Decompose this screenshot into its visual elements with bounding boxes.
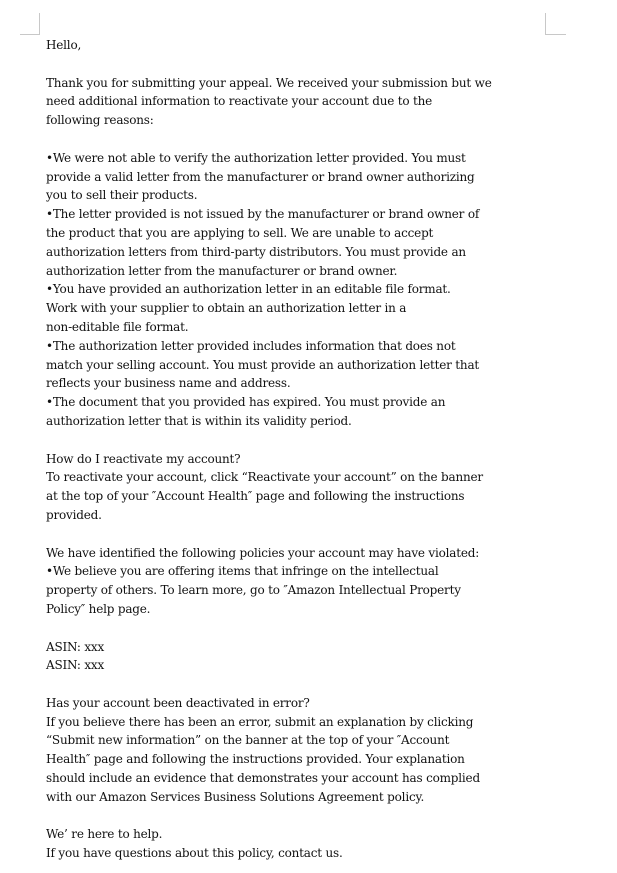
reason-line: •We were not able to verify the authorization letter provided. You must <box>46 150 466 165</box>
reason-line: authorization letter that is within its validity period. <box>46 413 352 428</box>
blank-line <box>46 807 556 826</box>
asin-line: ASIN: xxx <box>46 639 105 654</box>
reason-line: provide a valid letter from the manufacturer or brand owner authorizing <box>46 169 475 184</box>
reason-line: non-editable file format. <box>46 319 189 334</box>
margin-corner-mark-top-right <box>545 13 566 35</box>
policies-line: property of others. To learn more, go to ″Amazon Intellectual Property <box>46 583 461 598</box>
reason-line: authorization letters from third-party distributors. You must provide an <box>46 244 466 259</box>
blank-line <box>46 55 556 74</box>
asin-line: ASIN: xxx <box>46 658 105 673</box>
policies-line: Policy″ help page. <box>46 601 151 616</box>
reason-line: the product that you are applying to sell. We are unable to accept <box>46 225 434 240</box>
reason-line: match your selling account. You must provide an authorization letter that <box>46 357 480 372</box>
blank-line <box>46 525 556 544</box>
reason-line: •The letter provided is not issued by the manufacturer or brand owner of <box>46 207 480 222</box>
reason-line: reflects your business name and address. <box>46 376 291 391</box>
reason-line: authorization letter from the manufacturer or brand owner. <box>46 263 398 278</box>
error-line: should include an evidence that demonstrates your account has complied <box>46 771 480 786</box>
reason-line: •The authorization letter provided includes information that does not <box>46 338 456 353</box>
reactivate-line: at the top of your ″Account Health″ page and following the instructions <box>46 489 465 504</box>
reason-line: Work with your supplier to obtain an authorization letter in a <box>46 301 407 316</box>
reason-line: •The document that you provided has expired. You must provide an <box>46 395 446 410</box>
blank-line <box>46 431 556 450</box>
blank-line <box>46 130 556 149</box>
margin-corner-mark-top-left <box>20 13 40 35</box>
policies-line: •We believe you are offering items that infringe on the intellectual <box>46 564 439 579</box>
intro-line: following reasons: <box>46 113 154 128</box>
error-line: If you believe there has been an error, submit an explanation by clicking <box>46 714 474 729</box>
greeting: Hello, <box>46 38 82 52</box>
error-heading: Has your account been deactivated in error? <box>46 695 310 710</box>
error-line: Health″ page and following the instructions provided. Your explanation <box>46 752 465 767</box>
intro-line: need additional information to reactivate your account due to the <box>46 94 433 109</box>
intro-line: Thank you for submitting your appeal. We received your submission but we <box>46 75 492 90</box>
closing-line: If you have questions about this policy, contact us. <box>46 846 343 861</box>
error-line: “Submit new information” on the banner at the top of your ″Account <box>46 733 450 748</box>
policies-heading: We have identified the following policies your account may have violated: <box>46 545 480 560</box>
reason-line: •You have provided an authorization letter in an editable file format. <box>46 282 451 297</box>
reason-line: you to sell their products. <box>46 188 198 203</box>
closing-line: We’ re here to help. <box>46 827 163 842</box>
reactivate-heading: How do I reactivate my account? <box>46 451 241 466</box>
document-body <box>46 36 556 863</box>
reactivate-line: To reactivate your account, click “Reactivate your account” on the banner <box>46 470 483 485</box>
blank-line <box>46 675 556 694</box>
reactivate-line: provided. <box>46 507 102 522</box>
blank-line <box>46 619 556 638</box>
error-line: with our Amazon Services Business Solutions Agreement policy. <box>46 789 425 804</box>
